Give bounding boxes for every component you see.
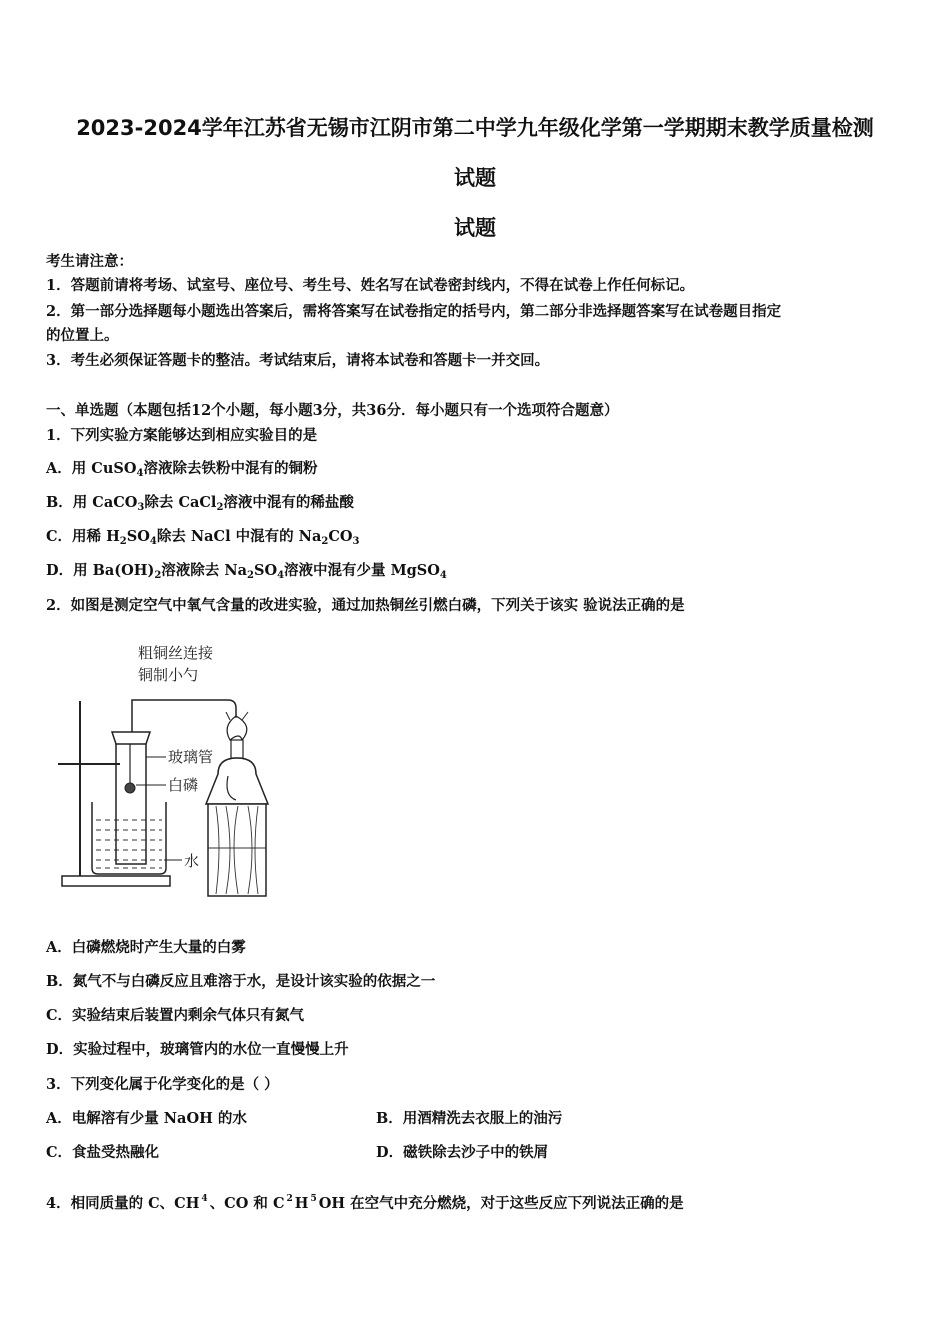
question-2-stem: 2．如图是测定空气中氧气含量的改进实验，通过加热铜丝引燃白磷，下列关于该实 验说法正确的是 xyxy=(46,597,685,614)
question-3-option-d: D．磁铁除去沙子中的铁屑 xyxy=(376,1144,549,1161)
question-3-stem: 3．下列变化属于化学变化的是（ ） xyxy=(46,1076,279,1093)
question-3-option-b: B．用酒精洗去衣服上的油污 xyxy=(376,1110,563,1127)
white-phosphorus xyxy=(125,783,135,793)
notice-item: 2．第一部分选择题每小题选出答案后，需将答案写在试卷指定的括号内，第二部分非选择题答案写在试卷题目指定 xyxy=(46,303,782,320)
notice-item: 1．答题前请将考场、试室号、座位号、考生号、姓名写在试卷密封线内，不得在试卷上作任何标记。 xyxy=(46,277,695,294)
question-3-option-c: C．食盐受热融化 xyxy=(46,1144,160,1161)
question-2-option-c: C．实验结束后装置内剩余气体只有氮气 xyxy=(46,1007,305,1024)
page-title: 2023-2024学年江苏省无锡市江阴市第二中学九年级化学第一学期期末教学质量检测 xyxy=(76,116,874,140)
apparatus-figure xyxy=(50,636,290,906)
question-2-option-b: B．氮气不与白磷反应且难溶于水，是设计该实验的依据之一 xyxy=(46,973,436,990)
wood-block xyxy=(208,804,266,896)
question-3-option-a: A．电解溶有少量 NaOH 的水 xyxy=(46,1110,247,1127)
question-2-option-a: A．白磷燃烧时产生大量的白雾 xyxy=(46,939,246,956)
notice-heading: 考生请注意： xyxy=(46,253,133,270)
copper-spoon xyxy=(112,732,150,744)
notice-item: 的位置上。 xyxy=(46,327,119,344)
question-1-option-a: A．用 CuSO$_4$溶液除去铁粉中混有的铜粉 xyxy=(46,460,318,479)
stand-base xyxy=(62,876,170,886)
label-white-phosphorus: 白磷 xyxy=(168,776,199,794)
question-1-option-d: D．用 $Ba(OH)_2$溶液除去 $Na_2SO_4$溶液中混有少量 MgSO$_4$ xyxy=(46,562,447,581)
notice-item: 3．考生必须保证答题卡的整洁。考试结束后，请将本试卷和答题卡一并交回。 xyxy=(46,352,550,369)
label-glass-tube: 玻璃管 xyxy=(168,748,214,766)
question-1-option-b: B．用 CaCO$_3$除去 CaCl$_2$溶液中混有的稀盐酸 xyxy=(46,494,354,513)
question-2-option-d: D．实验过程中，玻璃管内的水位一直慢慢上升 xyxy=(46,1041,349,1058)
label-copper-wire: 粗铜丝连接 xyxy=(138,644,214,662)
question-1-option-c: C．用稀 $H_2SO_4$除去 NaCl 中混有的 $Na_2CO_3$ xyxy=(46,528,360,547)
question-4-stem: 4．相同质量的 C、CH $^4$ 、CO 和 C $^2$ H $^5$ OH 在空气中充分燃烧，对于这些反应下列说法正确的是 xyxy=(46,1194,684,1212)
copper-wire xyxy=(132,700,236,732)
label-water: 水 xyxy=(184,852,200,870)
page-title-line2: 试题 xyxy=(454,166,496,190)
page-title-line3: 试题 xyxy=(454,216,496,240)
question-1-stem: 1．下列实验方案能够达到相应实验目的是 xyxy=(46,427,318,444)
section-heading: 一、单选题（本题包括12个小题，每小题3分，共36分．每小题只有一个选项符合题意） xyxy=(46,402,619,419)
label-copper-spoon: 铜制小勺 xyxy=(138,666,199,684)
alcohol-lamp xyxy=(206,758,268,804)
